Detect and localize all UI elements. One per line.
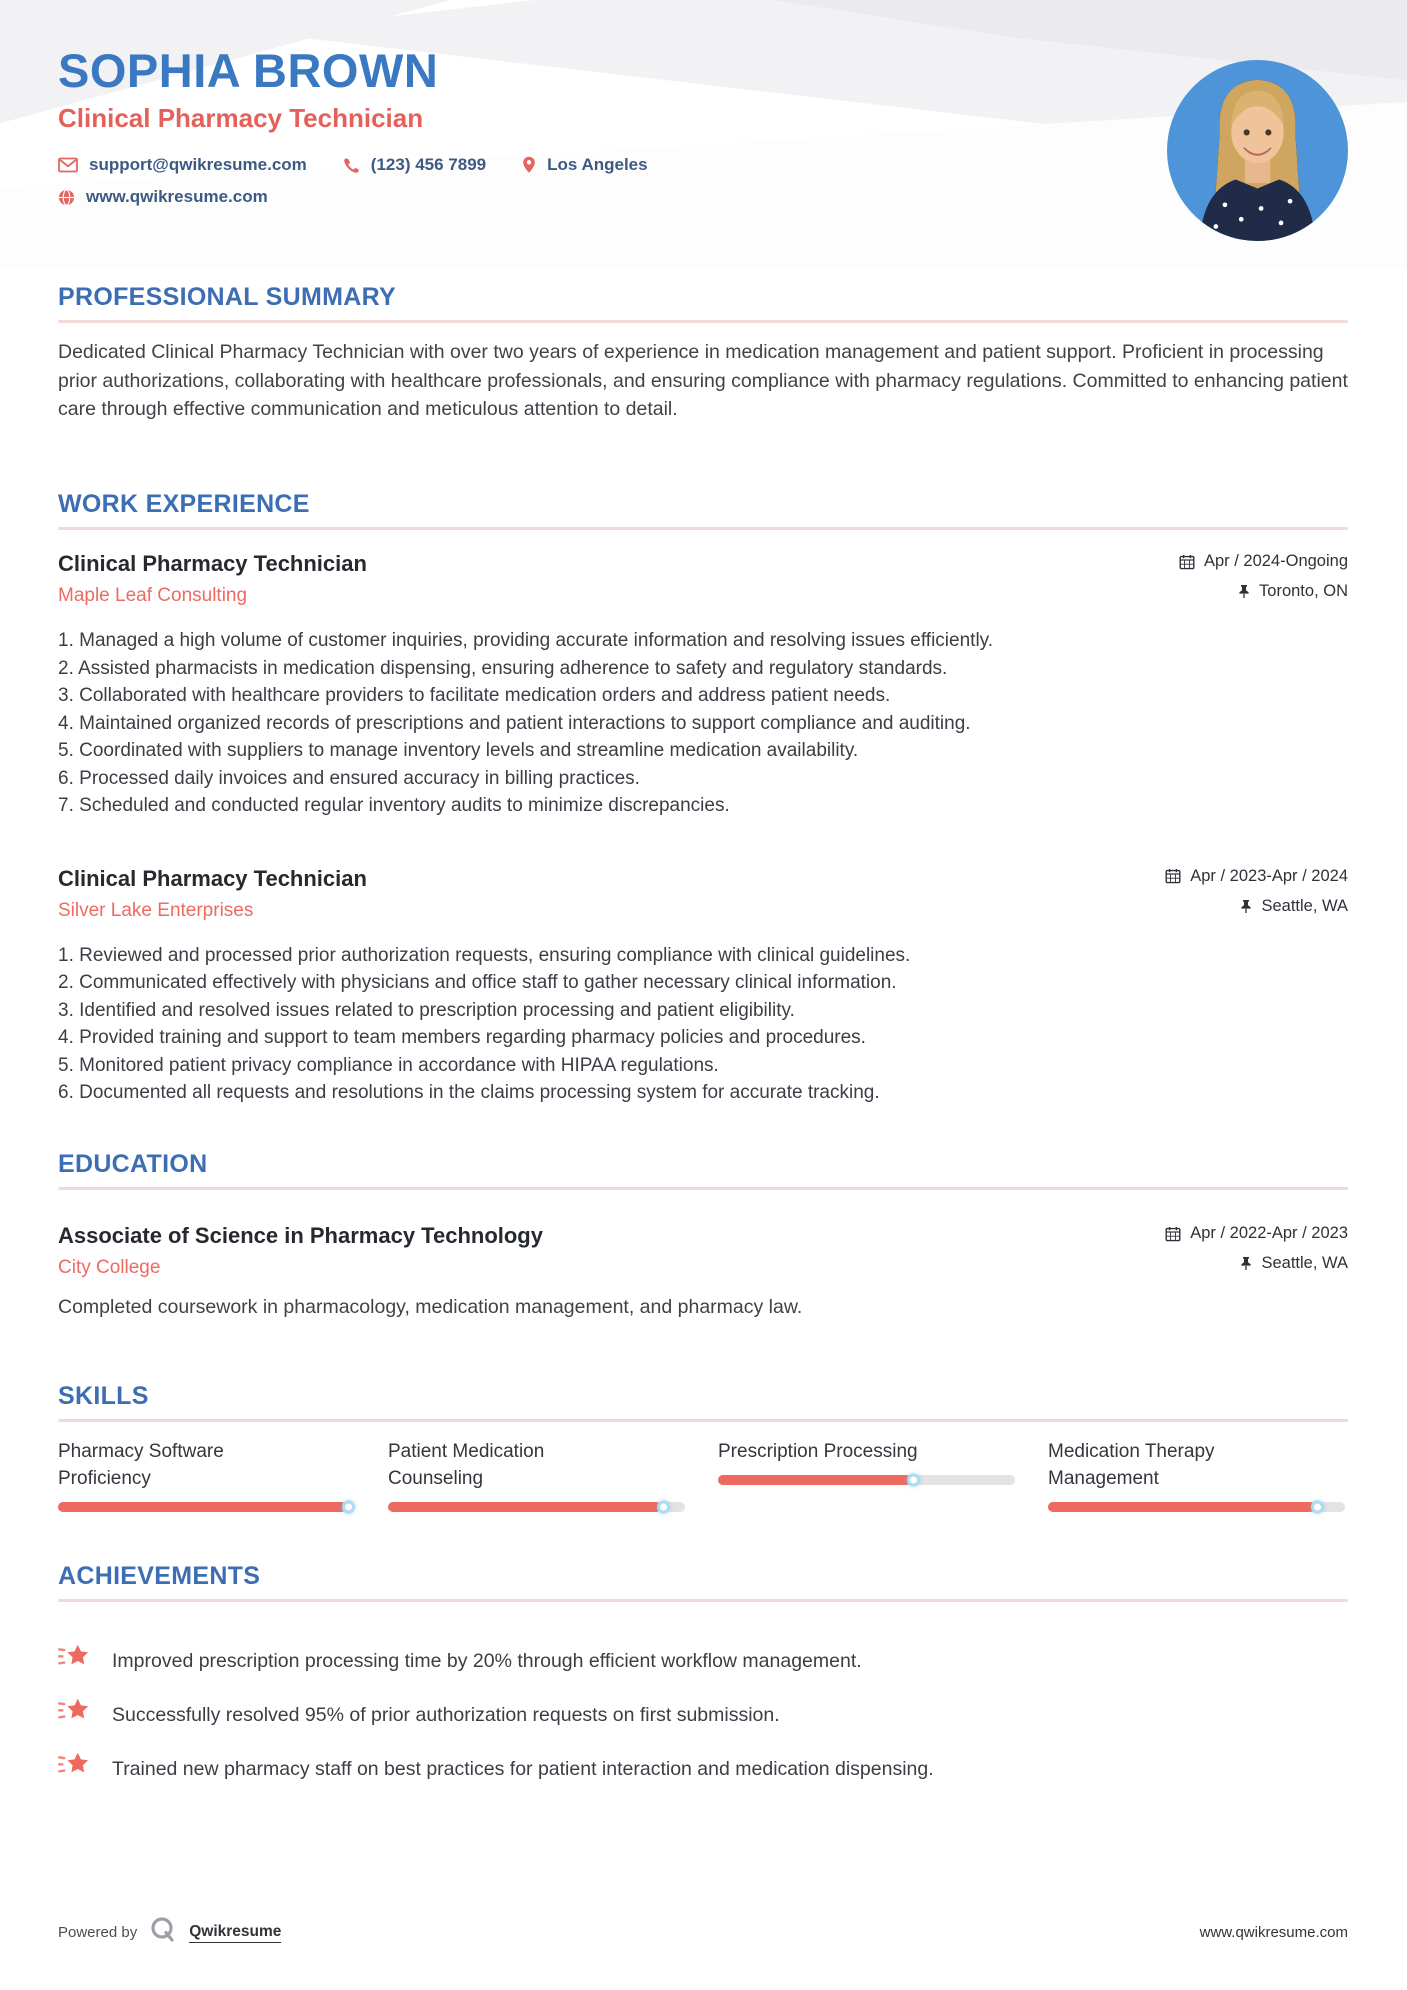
pushpin-icon (1238, 584, 1250, 599)
calendar-icon (1165, 868, 1181, 884)
section-professional-summary (58, 283, 1348, 424)
job-bullet: Managed a high volume of customer inquiries, providing accurate information and resolving issues efficiently. (79, 630, 994, 651)
qwikresume-link[interactable]: Qwikresume (189, 1923, 281, 1943)
location-pin-icon (522, 156, 536, 174)
candidate-title: Clinical Pharmacy Technician (58, 103, 424, 133)
section-achievements (58, 1562, 1348, 1804)
skill-progress-bar (58, 1502, 355, 1512)
job-bullet: Scheduled and conducted regular inventory audits to minimize discrepancies. (79, 795, 730, 816)
achievement-text: Successfully resolved 95% of prior authorization requests on first submission. (112, 1703, 780, 1726)
slider-thumb (1311, 1501, 1324, 1514)
job-bullet: Maintained organized records of prescriptions and patient interactions to support compliance and auditing. (79, 712, 971, 734)
achievement-item (58, 1696, 1348, 1733)
skill-progress-bar (1048, 1502, 1345, 1512)
job-bullet: Assisted pharmacists in medication dispensing, ensuring adherence to safety and regulatory standards. (78, 657, 948, 679)
job-bullet: Reviewed and processed prior authorization requests, ensuring compliance with clinical guidelines. (79, 944, 911, 966)
job-location: Seattle, WA (1240, 897, 1348, 916)
skill-item (718, 1438, 1015, 1512)
section-heading: SKILLS (58, 1382, 149, 1410)
skill-label: Patient Medication Counseling (388, 1441, 545, 1489)
contact-website[interactable]: www.qwikresume.com (58, 187, 268, 207)
degree-title: Associate of Science in Pharmacy Technology (58, 1223, 543, 1248)
calendar-icon (1179, 554, 1195, 570)
skill-label: Medication Therapy Management (1048, 1441, 1215, 1489)
skill-progress-bar (388, 1502, 685, 1512)
job-bullet: Provided training and support to team members regarding pharmacy policies and procedures. (79, 1027, 866, 1048)
job-bullet: Documented all requests and resolutions in the claims processing system for accurate tracking. (79, 1082, 880, 1103)
section-divider (58, 1187, 1348, 1190)
achievement-text: Improved prescription processing time by 20% through efficient workflow management. (112, 1649, 862, 1672)
job-bullet: Communicated effectively with physicians and office staff to gather necessary clinical information. (79, 972, 897, 993)
candidate-name: SOPHIA BROWN (58, 44, 439, 97)
skill-label: Prescription Processing (718, 1441, 918, 1462)
job-bullet: Coordinated with suppliers to manage inventory levels and streamline medication availability. (79, 740, 859, 761)
section-work-experience (58, 490, 1348, 1107)
section-divider (58, 527, 1348, 530)
section-heading: EDUCATION (58, 1150, 208, 1178)
job-bullet: Monitored patient privacy compliance in accordance with HIPAA regulations. (79, 1054, 719, 1076)
job-company: Maple Leaf Consulting (58, 585, 248, 606)
achievement-item (58, 1750, 1348, 1787)
skill-label: Pharmacy Software Proficiency (58, 1441, 224, 1489)
achievement-item (58, 1642, 1348, 1679)
slider-thumb (342, 1501, 355, 1514)
slider-thumb (907, 1474, 920, 1487)
job-bullet: Processed daily invoices and ensured accuracy in billing practices. (79, 767, 640, 789)
skill-item (388, 1438, 685, 1512)
calendar-icon (1165, 1226, 1181, 1242)
job-bullet-list (58, 627, 1348, 820)
achievement-list (58, 1642, 1348, 1787)
star-achievement-icon (58, 1696, 90, 1733)
job-title: Clinical Pharmacy Technician (58, 865, 367, 891)
job-bullet-list (58, 942, 1348, 1107)
contact-email[interactable]: support@qwikresume.com (58, 155, 307, 175)
page-footer (58, 1916, 1348, 1949)
footer-website: www.qwikresume.com (1199, 1924, 1348, 1941)
summary-text: Dedicated Clinical Pharmacy Technician with over two years of experience in medication management and patient support. Proficient in processing prior authorizations, collaborating with healthcare professionals, and ensuring compliance with pharmacy regulations. Committed to enhancing patient care through effective communication and meticulous attention to detail. (58, 341, 1348, 420)
skill-item (58, 1438, 355, 1512)
job-bullet: Identified and resolved issues related to prescription processing and patient eligibility. (79, 999, 795, 1021)
section-heading: ACHIEVEMENTS (58, 1562, 261, 1590)
star-achievement-icon (58, 1750, 90, 1787)
phone-icon (343, 157, 360, 174)
slider-thumb (657, 1501, 670, 1514)
section-divider (58, 1419, 1348, 1422)
contact-phone[interactable]: (123) 456 7899 (343, 155, 486, 175)
section-education (58, 1150, 1348, 1321)
globe-icon (58, 189, 75, 206)
section-divider (58, 320, 1348, 323)
education-description: Completed coursework in pharmacology, medication management, and pharmacy law. (58, 1296, 803, 1318)
qwikresume-logo-icon (149, 1916, 177, 1949)
skill-item (1048, 1438, 1345, 1512)
star-achievement-icon (58, 1642, 90, 1679)
job-dates: Apr / 2024-Ongoing (1179, 552, 1348, 571)
powered-by-label: Powered by (58, 1924, 138, 1941)
pushpin-icon (1240, 899, 1252, 914)
section-heading: WORK EXPERIENCE (58, 490, 310, 518)
section-divider (58, 1599, 1348, 1602)
job-entry (58, 865, 1348, 1107)
email-icon (58, 157, 78, 173)
education-location: Seattle, WA (1240, 1254, 1348, 1273)
education-dates: Apr / 2022-Apr / 2023 (1165, 1224, 1348, 1243)
section-skills (58, 1382, 1348, 1512)
job-entry (58, 550, 1348, 820)
job-location: Toronto, ON (1238, 582, 1348, 601)
pushpin-icon (1240, 1256, 1252, 1271)
skill-progress-bar (718, 1475, 1015, 1485)
section-heading: PROFESSIONAL SUMMARY (58, 283, 396, 311)
contact-info (58, 149, 1349, 213)
contact-location: Los Angeles (522, 155, 647, 175)
job-title: Clinical Pharmacy Technician (58, 551, 367, 576)
job-company: Silver Lake Enterprises (58, 899, 254, 921)
job-dates: Apr / 2023-Apr / 2024 (1165, 867, 1348, 886)
profile-photo (1167, 60, 1348, 241)
school-name: City College (58, 1257, 161, 1278)
skills-grid (58, 1438, 1348, 1512)
job-bullet: Collaborated with healthcare providers to facilitate medication orders and address patient needs. (79, 685, 891, 706)
resume-header (0, 0, 1407, 268)
achievement-text: Trained new pharmacy staff on best practices for patient interaction and medication dispensing. (112, 1757, 934, 1780)
education-entry (58, 1222, 1348, 1321)
